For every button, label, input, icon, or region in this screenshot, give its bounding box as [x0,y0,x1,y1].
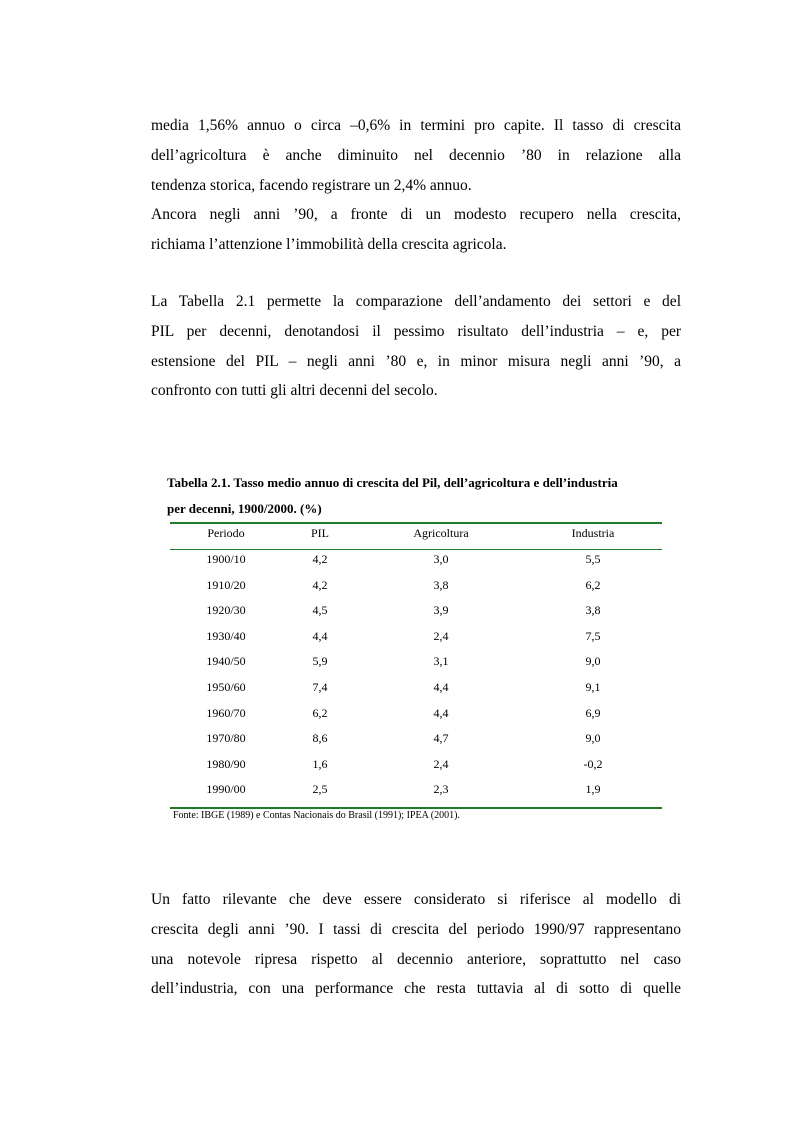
cell-pil: 4,2 [312,552,328,566]
cell-pil: 7,4 [312,680,328,694]
text-line: estensione del PIL – negli anni ’80 e, in minor misura negli anni ’90, a [151,352,681,370]
header-agricoltura: Agricoltura [413,526,469,540]
cell-agricoltura: 2,4 [433,628,449,643]
header-pil: PIL [311,526,329,540]
caption-line: Tabella 2.1. Tasso medio annuo di crescita del Pil, dell’agricoltura e dell’industria [167,475,618,490]
text-line: PIL per decenni, denotandosi il pessimo risultato dell’industria – e, per [151,322,681,340]
table-row [170,706,662,726]
table-row [170,654,662,674]
cell-periodo: 1980/90 [206,756,246,771]
cell-agricoltura: 4,4 [433,680,449,694]
cell-periodo: 1990/00 [206,782,246,797]
table-caption [167,470,682,522]
cell-pil: 4,2 [312,577,328,592]
table-header-rule [170,549,662,550]
cell-industria: 9,0 [585,654,601,669]
cell-periodo: 1900/10 [206,552,246,566]
cell-industria: 3,8 [585,603,601,618]
caption-line: per decenni, 1900/2000. (%) [167,501,322,516]
table-row [170,552,662,572]
cell-industria: 6,9 [585,705,601,720]
cell-industria: 9,1 [585,680,601,694]
text-line: tendenza storica, facendo registrare un 2,4% annuo. [151,176,472,194]
table-source: Fonte: IBGE (1989) e Contas Nacionais do Brasil (1991); IPEA (2001). [173,810,460,821]
text-line: dell’agricoltura è anche diminuito nel decennio ’80 in relazione alla [151,146,681,164]
text-line: confronto con tutti gli altri decenni del secolo. [151,382,438,400]
header-periodo: Periodo [207,526,245,540]
cell-agricoltura: 3,8 [433,577,449,592]
cell-periodo: 1920/30 [206,603,246,618]
text-line: una notevole ripresa rispetto al decennio anteriore, soprattutto nel caso [151,950,681,968]
cell-pil: 1,6 [312,756,328,771]
table-row [170,578,662,598]
cell-periodo: 1940/50 [206,654,246,669]
cell-industria: 9,0 [585,731,601,746]
text-line: Un fatto rilevante che deve essere considerato si riferisce al modello di [151,891,681,908]
header-industria: Industria [571,526,615,540]
cell-industria: 1,9 [585,782,601,797]
cell-pil: 4,5 [312,603,328,618]
cell-industria: 7,5 [585,628,601,643]
table-row [170,731,662,751]
cell-agricoltura: 4,4 [433,705,449,720]
cell-agricoltura: 3,9 [433,603,449,618]
cell-industria: -0,2 [583,756,603,771]
paragraph-1 [151,111,681,260]
paragraph-3 [151,885,681,1004]
cell-periodo: 1960/70 [206,705,246,720]
table-row [170,603,662,623]
table-row [170,680,662,700]
text-line: crescita degli anni ’90. I tassi di crescita del periodo 1990/97 rappresentano [151,920,681,938]
cell-agricoltura: 3,1 [433,654,449,669]
table-row [170,757,662,777]
table-header-row [170,526,662,546]
cell-industria: 5,5 [585,552,601,566]
text-line: La Tabella 2.1 permette la comparazione dell’andamento dei settori e del [151,293,681,310]
table-bottom-rule [170,807,662,809]
cell-pil: 4,4 [312,628,328,643]
cell-agricoltura: 4,7 [433,731,449,746]
cell-periodo: 1910/20 [206,577,246,592]
cell-periodo: 1930/40 [206,628,246,643]
cell-pil: 2,5 [312,782,328,797]
cell-pil: 6,2 [312,705,328,720]
text-line: Ancora negli anni ’90, a fronte di un modesto recupero nella crescita, [151,206,681,224]
text-line: dell’industria, con una performance che resta tuttavia al di sotto di quelle [151,980,681,998]
text-line: media 1,56% annuo o circa –0,6% in termini pro capite. Il tasso di crescita [151,117,681,134]
cell-pil: 5,9 [312,654,328,669]
table-row [170,782,662,802]
table-row [170,629,662,649]
cell-pil: 8,6 [312,731,328,746]
table-top-rule [170,522,662,524]
paragraph-2 [151,287,681,406]
cell-agricoltura: 2,4 [433,756,449,771]
cell-industria: 6,2 [585,577,601,592]
cell-periodo: 1970/80 [206,731,246,746]
cell-agricoltura: 3,0 [433,552,449,566]
text-line: richiama l’attenzione l’immobilità della crescita agricola. [151,236,507,254]
cell-agricoltura: 2,3 [433,782,449,797]
cell-periodo: 1950/60 [206,680,246,694]
